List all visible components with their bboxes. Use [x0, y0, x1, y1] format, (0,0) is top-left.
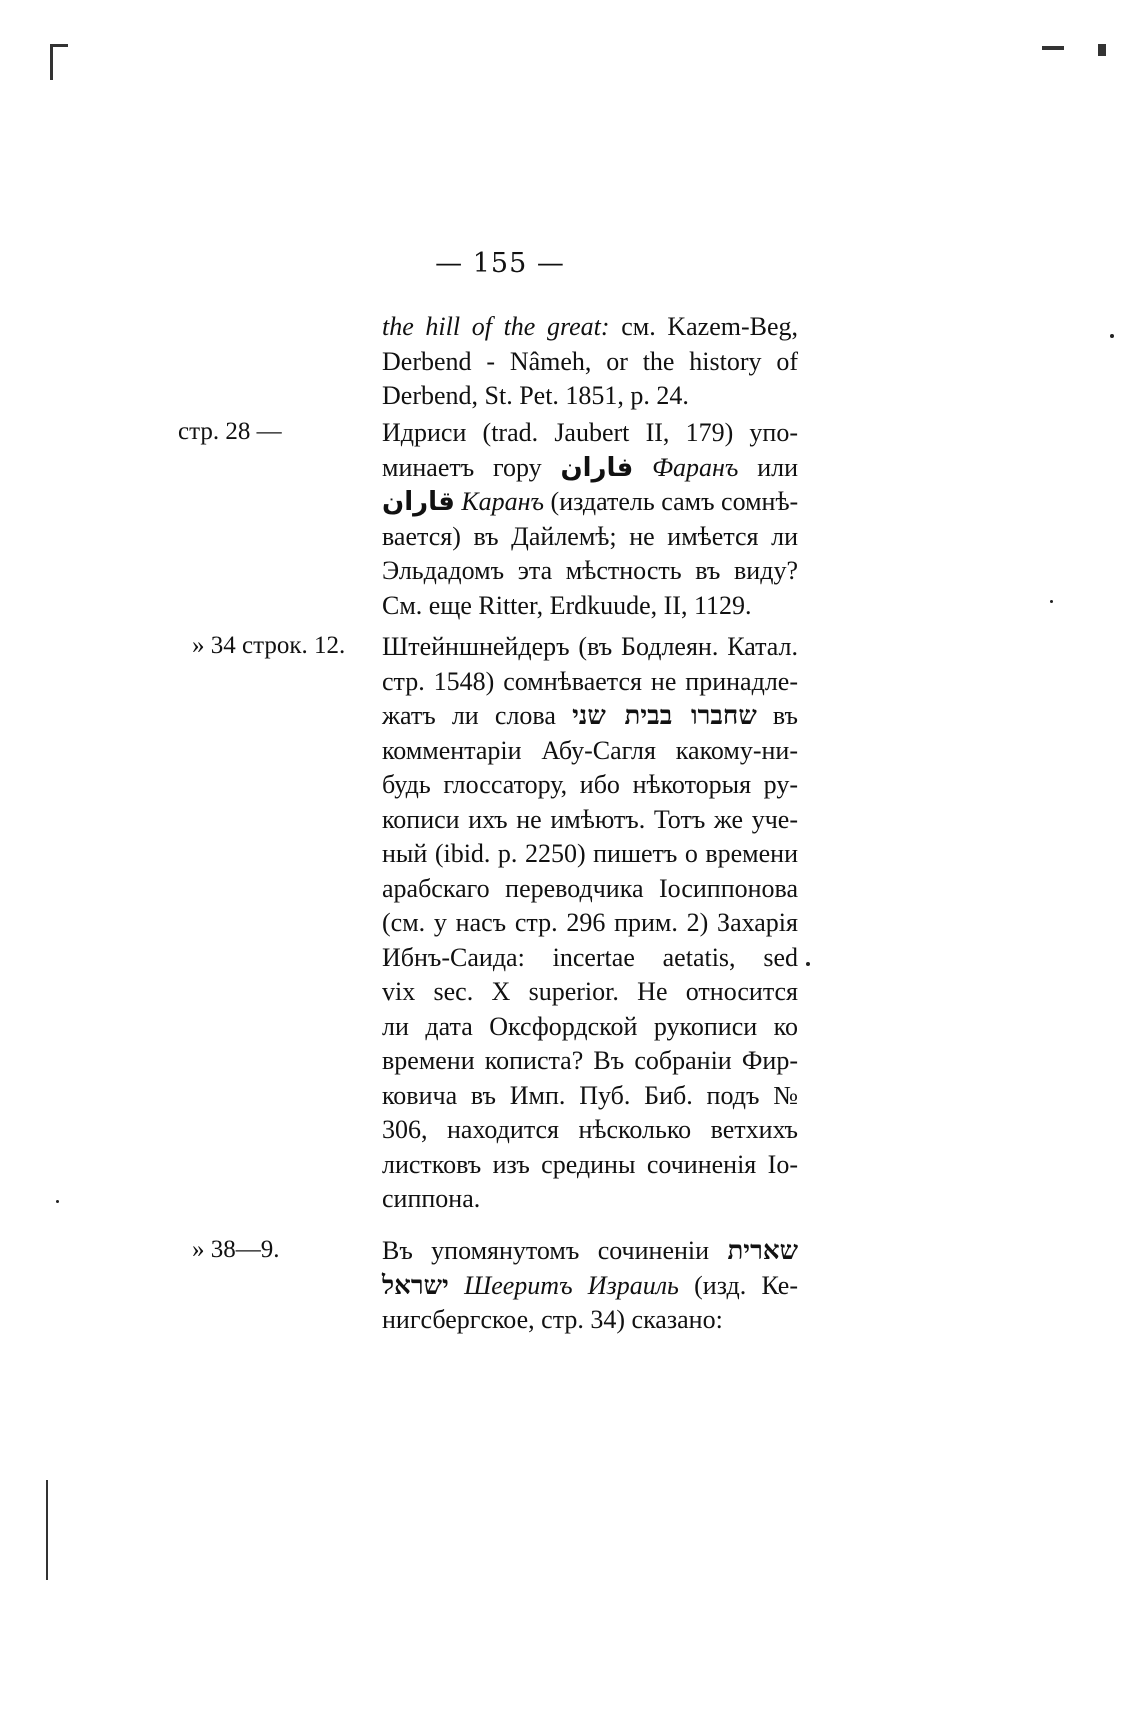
text-span: жатъ ли слова: [382, 701, 556, 730]
text-span: см. Kazem-Beg,: [609, 312, 798, 341]
scan-speck: [1050, 600, 1053, 603]
arabic-word: فاران: [560, 452, 634, 483]
text-span: Въ упомянутомъ сочиненіи: [382, 1236, 710, 1265]
scan-edge-mark: [1042, 46, 1064, 50]
scan-edge-mark: [1098, 44, 1106, 56]
text-line: ли дата Оксфордской рукописи ко: [382, 1011, 798, 1041]
italic-phrase: Фаранъ: [652, 452, 739, 482]
text-line: будь глоссатору, ибо нѣкоторыя ру-: [382, 770, 798, 799]
italic-phrase: Каранъ: [461, 487, 545, 516]
note-block-4: [382, 1234, 798, 1338]
text-line: (см. у насъ стр. 296 прим. 2) Захарія: [382, 908, 798, 937]
text-line: сиппона.: [382, 1184, 481, 1213]
text-line: Идриси (trad. Jaubert II, 179) упо-: [382, 418, 798, 447]
hebrew-phrase: ישראל: [382, 1270, 449, 1301]
text-line: [382, 451, 798, 486]
text-line: [382, 699, 798, 734]
text-line: нигсбергское, стр. 34) сказано:: [382, 1305, 723, 1334]
italic-phrase: Шееритъ Израиль: [464, 1270, 679, 1300]
note-block-1: [382, 310, 798, 414]
text-span: или: [757, 452, 799, 482]
scan-edge-mark: [50, 44, 68, 47]
text-line: [382, 1234, 798, 1269]
text-line: [382, 310, 798, 345]
margin-ref-p34: » 34 строк. 12.: [192, 632, 346, 659]
text-line: ковича въ Имп. Пуб. Биб. подъ №: [382, 1080, 798, 1110]
hebrew-phrase: שארית: [727, 1236, 798, 1266]
text-line: См. еще Ritter, Erdkuude, II, 1129.: [382, 590, 752, 620]
italic-phrase: the hill of the great:: [382, 312, 610, 341]
text-line: Derbend - Nâmeh, or the history of: [382, 346, 798, 376]
text-line: 306, находится нѣсколько ветхихъ: [382, 1115, 798, 1144]
text-line: листковъ изъ средины сочиненія Іо-: [382, 1149, 798, 1179]
text-line: времени кописта? Въ собраніи Фир-: [382, 1046, 798, 1075]
text-span: (издатель самъ сомнѣ-: [550, 487, 799, 516]
text-line: ный (ibid. p. 2250) пишетъ о времени: [382, 839, 798, 868]
text-line: [382, 1269, 798, 1304]
text-line: арабскаго переводчика Іосиппонова: [382, 873, 798, 903]
text-line: кописи ихъ не имѣютъ. Тотъ же уче-: [382, 804, 798, 834]
text-line: [382, 485, 798, 520]
text-line: vix sec. X superior. Не относится: [382, 977, 798, 1006]
hebrew-phrase: שחברו בבית שני: [572, 701, 757, 731]
margin-ref-p28: стр. 28 —: [178, 418, 282, 445]
text-line: Эльдадомъ эта мѣстность въ виду?: [382, 556, 798, 585]
note-block-2: [382, 416, 798, 623]
scan-edge-mark: [50, 44, 53, 80]
page-number: — 155 —: [435, 248, 565, 279]
text-line: Derbend, St. Pet. 1851, p. 24.: [382, 381, 689, 410]
note-block-3: [382, 630, 798, 1217]
text-line: Ибнъ-Саида: incertae aetatis, sed: [382, 942, 798, 972]
arabic-word: قاران: [382, 487, 455, 517]
scan-edge-mark: [46, 1480, 48, 1580]
text-line: стр. 1548) сомнѣвается не принадле-: [382, 666, 798, 696]
margin-ref-p38: » 38—9.: [192, 1236, 280, 1263]
text-line: Штейншнейдеръ (въ Бодлеян. Катал.: [382, 632, 798, 661]
scan-speck: [1110, 334, 1114, 338]
text-line: вается) въ Дайлемѣ; не имѣется ли: [382, 521, 798, 551]
scan-speck: [56, 1200, 59, 1203]
text-line: комментаріи Абу-Сагля какому-ни-: [382, 735, 798, 765]
text-span: минаетъ гору: [382, 452, 542, 482]
text-span: въ: [772, 701, 798, 730]
scan-speck: [806, 962, 810, 966]
text-span: (изд. Ке-: [694, 1270, 799, 1300]
